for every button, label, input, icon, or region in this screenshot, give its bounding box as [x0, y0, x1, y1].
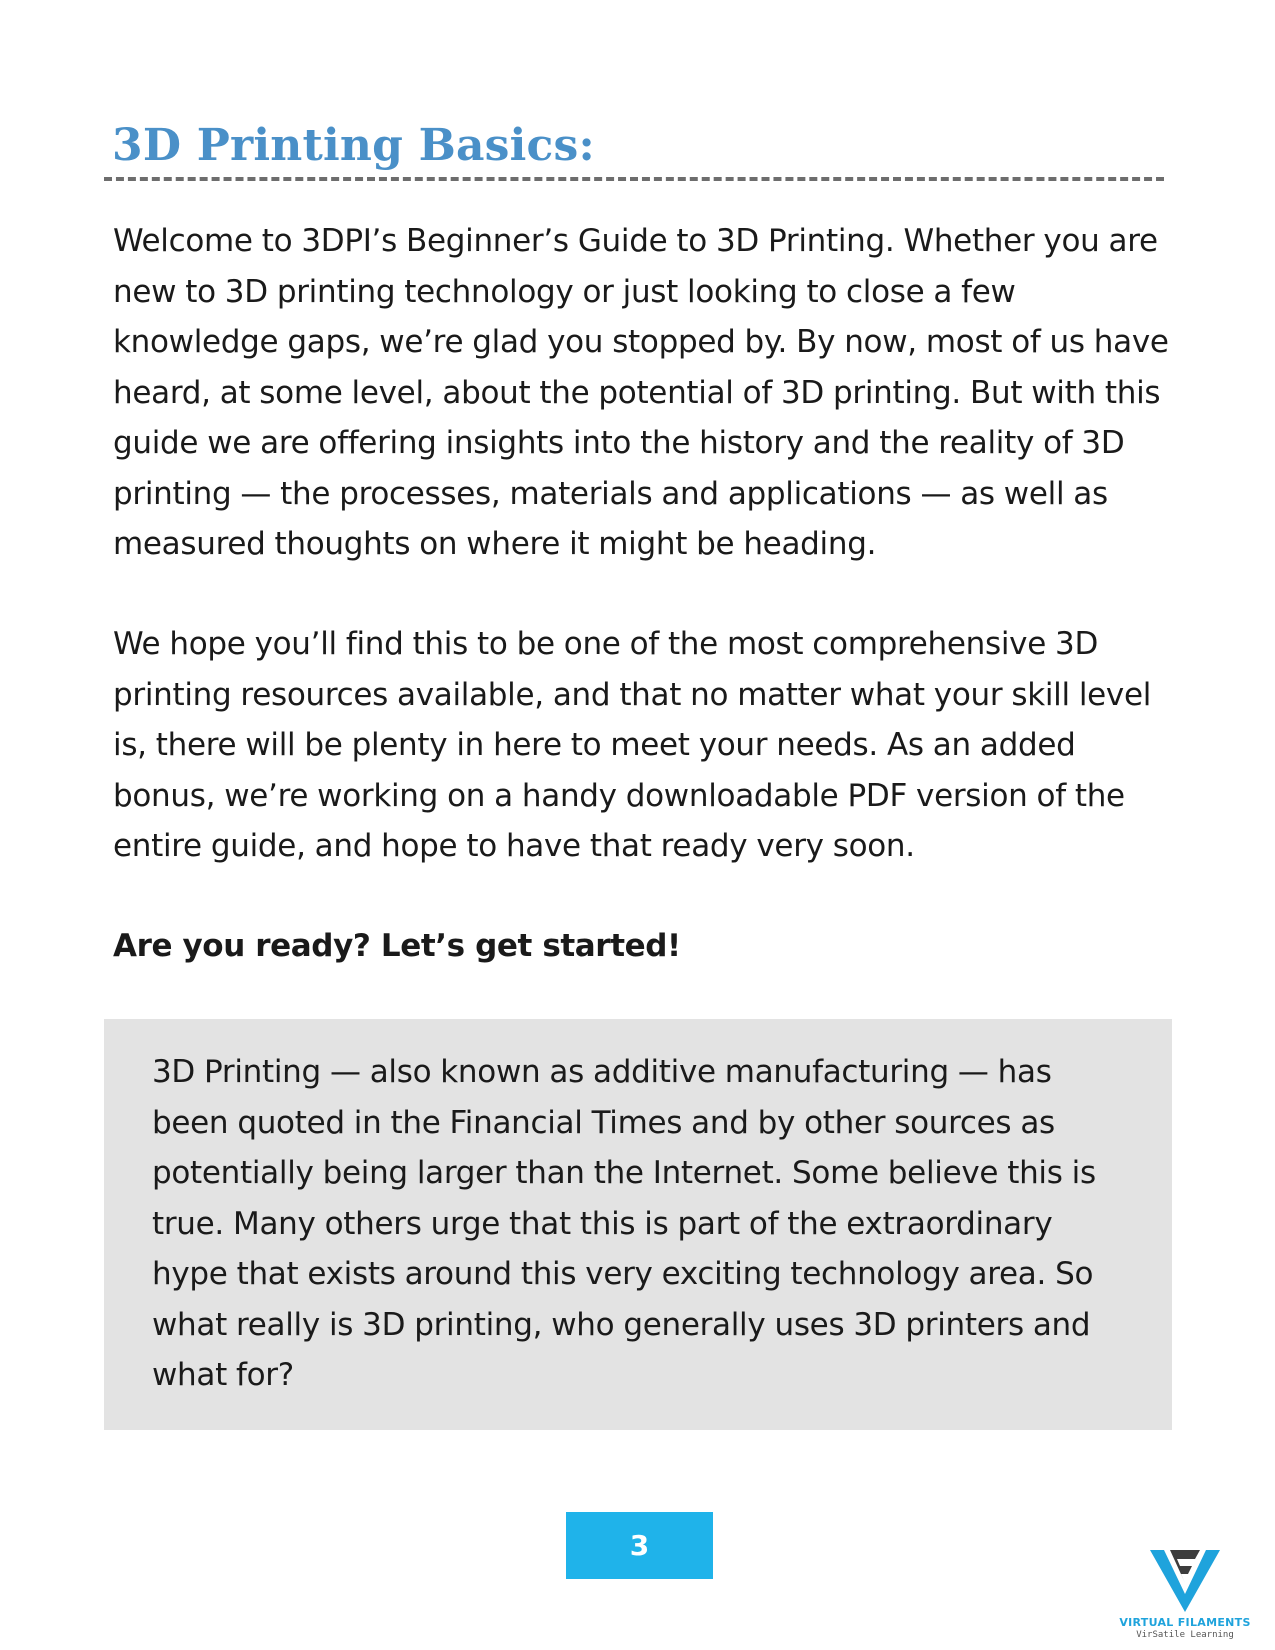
callout-box [104, 1019, 1172, 1430]
call-to-action: Are you ready? Let’s get started! [113, 928, 681, 964]
resources-paragraph: We hope you’ll find this to be one of the most comprehensive 3D printing resources available, and that no matter what your skill level is, there will be plenty in here to meet your needs. As an added bonus, we’re working on a handy downloadable PDF version of the entire guide, and hope to have that ready very soon. [113, 626, 1152, 864]
logo-name: VIRTUAL FILAMENTS [1119, 1616, 1251, 1629]
callout-text: 3D Printing — also known as additive manufacturing — has been quoted in the Financial Times and by other sources as potentially being larger than the Internet. Some believe this is true. Many others urge that this is part of the extraordinary hype that exists around this very exciting technology area. So what really is 3D printing, who generally uses 3D printers and what for? [152, 1054, 1096, 1393]
virtual-filaments-logo-icon [1150, 1550, 1220, 1612]
intro-paragraph: Welcome to 3DPI’s Beginner’s Guide to 3D Printing. Whether you are new to 3D printing technology or just looking to close a few knowledge gaps, we’re glad you stopped by. By now, most of us have heard, at some level, about the potential of 3D printing. But with this guide we are offering insights into the history and the reality of 3D printing — the processes, materials and applications — as well as measured thoughts on where it might be heading. [113, 223, 1169, 562]
page-title: 3D Printing Basics: [112, 120, 595, 171]
title-divider [104, 177, 1164, 181]
logo-tagline: VirSatile Learning [1136, 1630, 1234, 1640]
brand-logo [1110, 1550, 1260, 1644]
page-number: 3 [566, 1512, 713, 1579]
